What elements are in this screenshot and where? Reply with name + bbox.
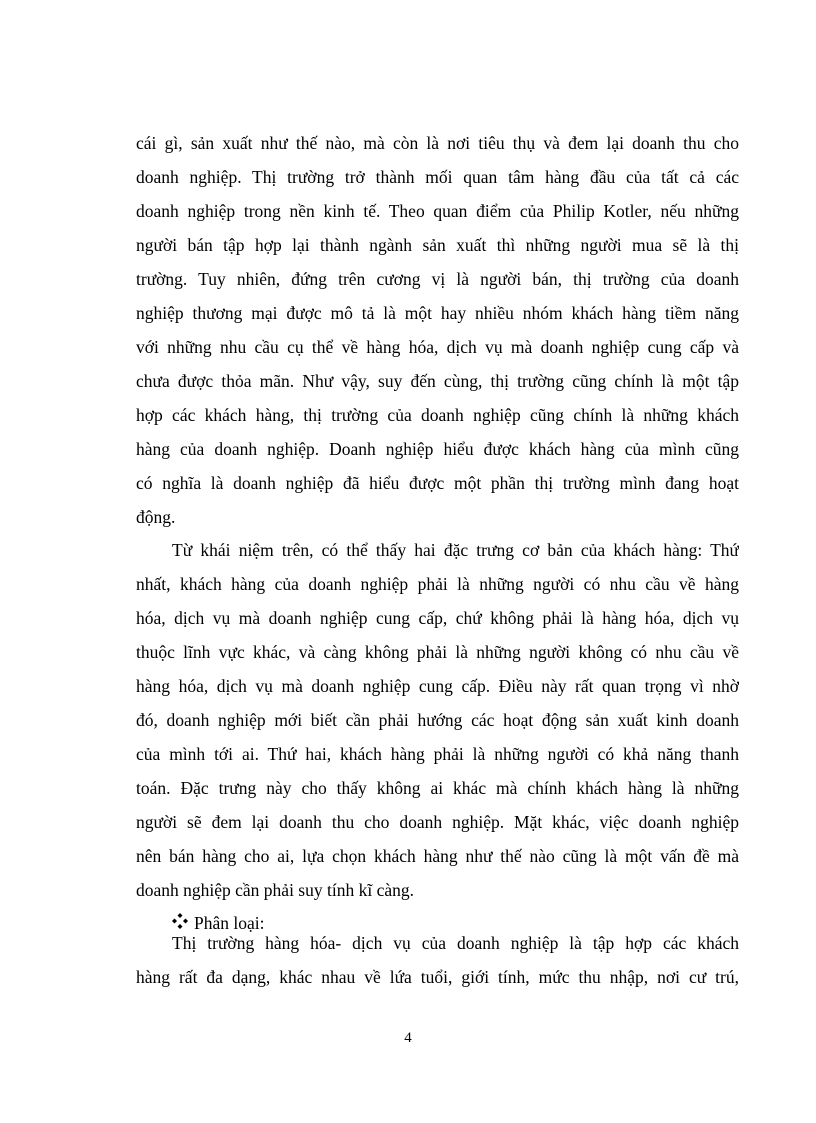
paragraph-line: chưa được thỏa mãn. Như vậy, suy đến cùng, thị trường cũng chính là một tập: [136, 371, 739, 391]
paragraph-line: thuộc lĩnh vực khác, và càng không phải là những người không có nhu cầu về: [136, 642, 739, 662]
paragraph-line: Từ khái niệm trên, có thể thấy hai đặc trưng cơ bản của khách hàng: Thứ: [172, 540, 739, 560]
paragraph-line: nghiệp thương mại được mô tả là một hay nhiều nhóm khách hàng tiềm năng: [136, 303, 739, 323]
paragraph-line: doanh nghiệp cần phải suy tính kĩ càng.: [136, 880, 414, 900]
bullet-heading-text: Phân loại:: [194, 913, 265, 933]
paragraph-line: có nghĩa là doanh nghiệp đã hiểu được một phần thị trường mình đang hoạt: [136, 473, 739, 493]
paragraph-line: hàng hóa, dịch vụ mà doanh nghiệp cung cấp. Điều này rất quan trọng vì nhờ: [136, 676, 739, 696]
paragraph-line: nên bán hàng cho ai, lựa chọn khách hàng như thế nào cũng là một vấn đề mà: [136, 846, 739, 866]
paragraph-line: hóa, dịch vụ mà doanh nghiệp cung cấp, chứ không phải là hàng hóa, dịch vụ: [136, 608, 739, 628]
paragraph-line: người bán tập hợp lại thành ngành sản xuất thì những người mua sẽ là thị: [136, 235, 739, 255]
paragraph-line: Thị trường hàng hóa- dịch vụ của doanh nghiệp là tập hợp các khách: [172, 933, 739, 953]
paragraph-line: nhất, khách hàng của doanh nghiệp phải là những người có nhu cầu về hàng: [136, 574, 739, 594]
paragraph-line: hàng rất đa dạng, khác nhau về lứa tuổi, giới tính, mức thu nhập, nơi cư trú,: [136, 967, 739, 987]
paragraph-line: đó, doanh nghiệp mới biết cần phải hướng các hoạt động sản xuất kinh doanh: [136, 710, 739, 730]
paragraph-line: của mình tới ai. Thứ hai, khách hàng phải là những người có khả năng thanh: [136, 744, 739, 764]
paragraph-line: doanh nghiệp. Thị trường trở thành mối quan tâm hàng đầu của tất cả các: [136, 167, 739, 187]
paragraph-line: hợp các khách hàng, thị trường của doanh nghiệp cũng chính là những khách: [136, 405, 739, 425]
paragraph-line: toán. Đặc trưng này cho thấy không ai khác mà chính khách hàng là những: [136, 778, 739, 798]
paragraph-line: trường. Tuy nhiên, đứng trên cương vị là người bán, thị trường của doanh: [136, 269, 739, 289]
page-number: 4: [404, 1030, 412, 1046]
paragraph-line: với những nhu cầu cụ thể về hàng hóa, dịch vụ mà doanh nghiệp cung cấp và: [136, 337, 739, 357]
paragraph-line: cái gì, sản xuất như thế nào, mà còn là nơi tiêu thụ và đem lại doanh thu cho: [136, 133, 739, 153]
paragraph-line: doanh nghiệp trong nền kinh tế. Theo quan điểm của Philip Kotler, nếu những: [136, 201, 739, 221]
paragraph-line: động.: [136, 507, 176, 527]
paragraph-line: hàng của doanh nghiệp. Doanh nghiệp hiểu được khách hàng của mình cũng: [136, 439, 739, 459]
paragraph-line: người sẽ đem lại doanh thu cho doanh nghiệp. Mặt khác, việc doanh nghiệp: [136, 812, 739, 832]
